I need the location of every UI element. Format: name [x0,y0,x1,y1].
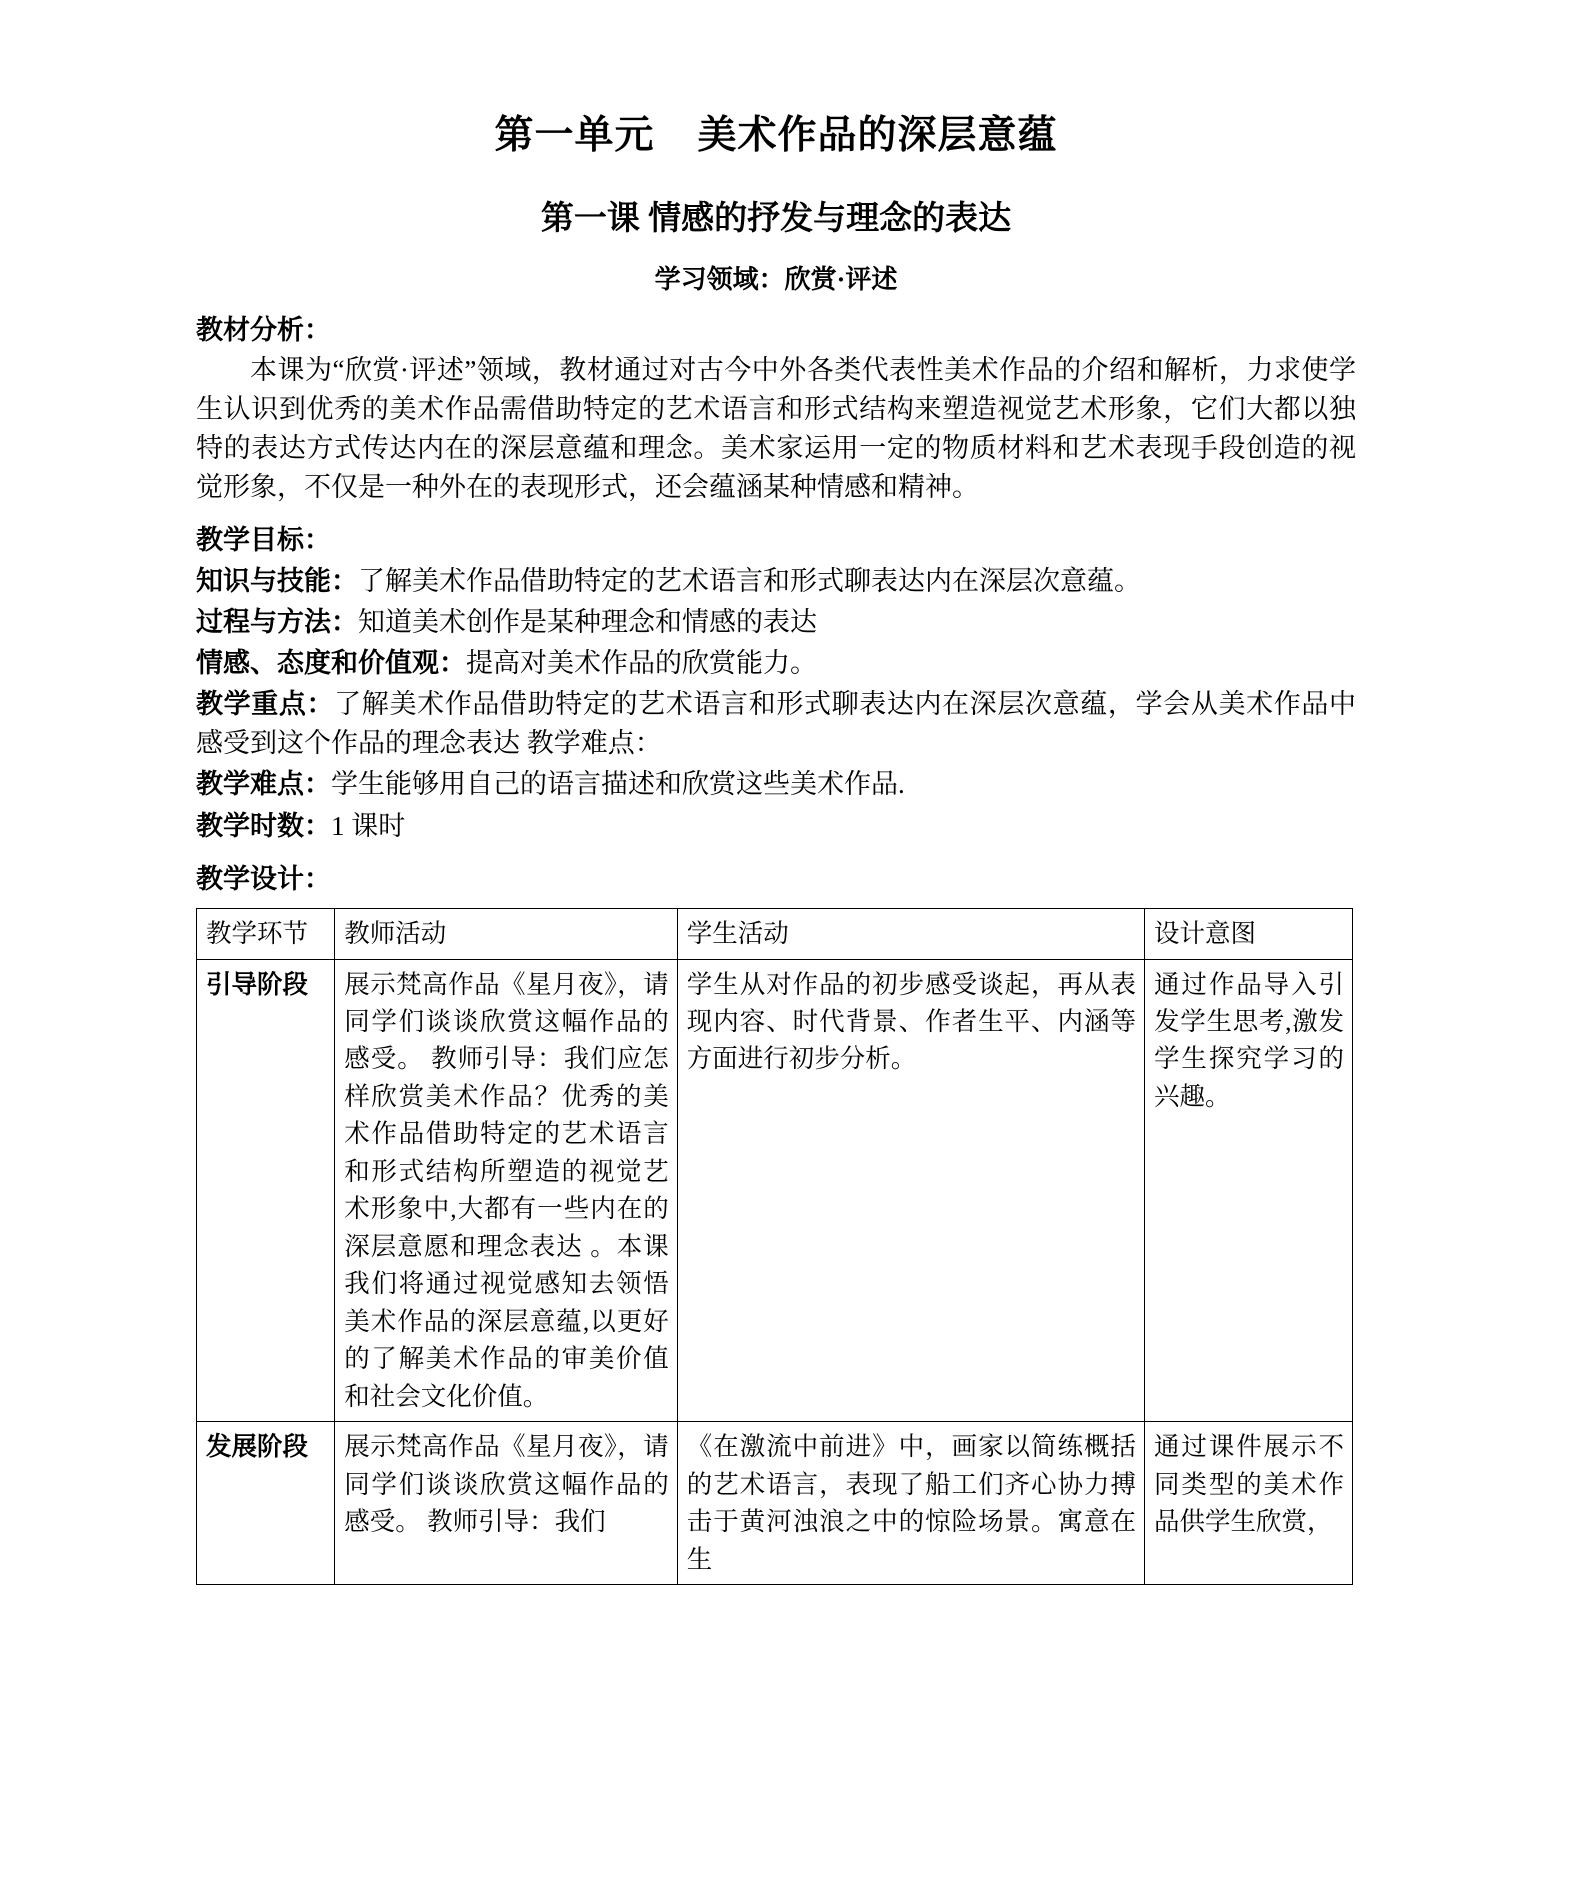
cell-design-intent: 通过作品导入引发学生思考,激发学生探究学习的兴趣。 [1145,959,1353,1422]
objective-attitude [196,644,1356,683]
table-row [197,959,1353,1422]
cell-teacher-activity: 展示梵高作品《星月夜》，请同学们谈谈欣赏这幅作品的感受。 教师引导：我们 [335,1422,678,1585]
objective-process-label: 过程与方法： [196,606,358,637]
lesson-title: 第一课 情感的抒发与理念的表达 [540,200,1012,237]
table-row [197,1422,1353,1585]
objective-attitude-text: 提高对美术作品的欣赏能力。 [466,648,817,678]
objective-attitude-label: 情感、态度和价值观： [196,648,466,678]
cell-student-activity: 《在激流中前进》中，画家以简练概括的艺术语言，表现了船工们齐心协力搏击于黄河浊浪之中的惊险场景。寓意在生 [677,1422,1144,1585]
key-point-text: 了解美术作品借助特定的艺术语言和形式聊表达内在深层次意蕴，学会从美术作品中感受到这个作品的理念表达 教学难点： [196,689,1356,759]
page-title: 第一单元 美术作品的深层意蕴 [494,114,1058,157]
cell-stage: 发展阶段 [197,1422,335,1585]
key-point-label: 教学重点： [196,689,335,720]
column-header-intent: 设计意图 [1145,909,1353,959]
column-header-student: 学生活动 [677,909,1144,959]
material-analysis-body: 本课为“欣赏·评述”领域，教材通过对古今中外各类代表性美术作品的介绍和解析，力求使学生认识到优秀的美术作品需借助特定的艺术语言和形式结构来塑造视觉艺术形象，它们大都以独特的表达方式传达内在的深层意蕴和理念。美术家运用一定的物质材料和艺术表现手段创造的视觉形象，不仅是一种外在的表现形式，还会蕴涵某种情感和精神。 [196,354,1356,503]
document-content [196,0,1356,1585]
table-header-row [197,909,1353,959]
difficulty-text: 学生能够用自己的语言描述和欣赏这些美术作品. [331,769,905,800]
objective-knowledge-label: 知识与技能： [196,565,358,596]
objective-knowledge-text: 了解美术作品借助特定的艺术语言和形式聊表达内在深层次意蕴。 [358,565,1141,596]
column-header-stage: 教学环节 [197,909,335,959]
cell-stage: 引导阶段 [197,959,335,1422]
objective-process [196,603,1356,642]
teaching-hours [196,807,1356,846]
learning-field: 学习领域：欣赏·评述 [654,265,898,294]
objective-process-text: 知道美术创作是某种理念和情感的表达 [358,606,817,637]
difficulty-label: 教学难点： [196,769,331,800]
design-heading: 教学设计： [196,863,331,894]
cell-design-intent: 通过课件展示不同类型的美术作品供学生欣赏， [1145,1422,1353,1585]
teaching-hours-label: 教学时数： [196,810,331,841]
difficulty [196,765,1356,804]
material-analysis-heading: 教材分析： [196,314,331,345]
column-header-teacher: 教师活动 [335,909,678,959]
cell-student-activity: 学生从对作品的初步感受谈起，再从表现内容、时代背景、作者生平、内涵等方面进行初步分析。 [677,959,1144,1422]
cell-teacher-activity: 展示梵高作品《星月夜》，请同学们谈谈欣赏这幅作品的感受。 教师引导：我们应怎样欣赏美术作品？优秀的美术作品借助特定的艺术语言和形式结构所塑造的视觉艺术形象中,大都有一些内在的深层意愿和理念表达 。本课我们将通过视觉感知去领悟美术作品的深层意蕴,以更好的了解美术作品的审美价值和社会文化价值。 [335,959,678,1422]
teaching-design-table [196,908,1353,1585]
key-point [196,685,1356,763]
teaching-hours-text: 1 课时 [331,810,406,841]
objective-knowledge [196,562,1356,601]
objectives-heading: 教学目标： [196,525,331,556]
